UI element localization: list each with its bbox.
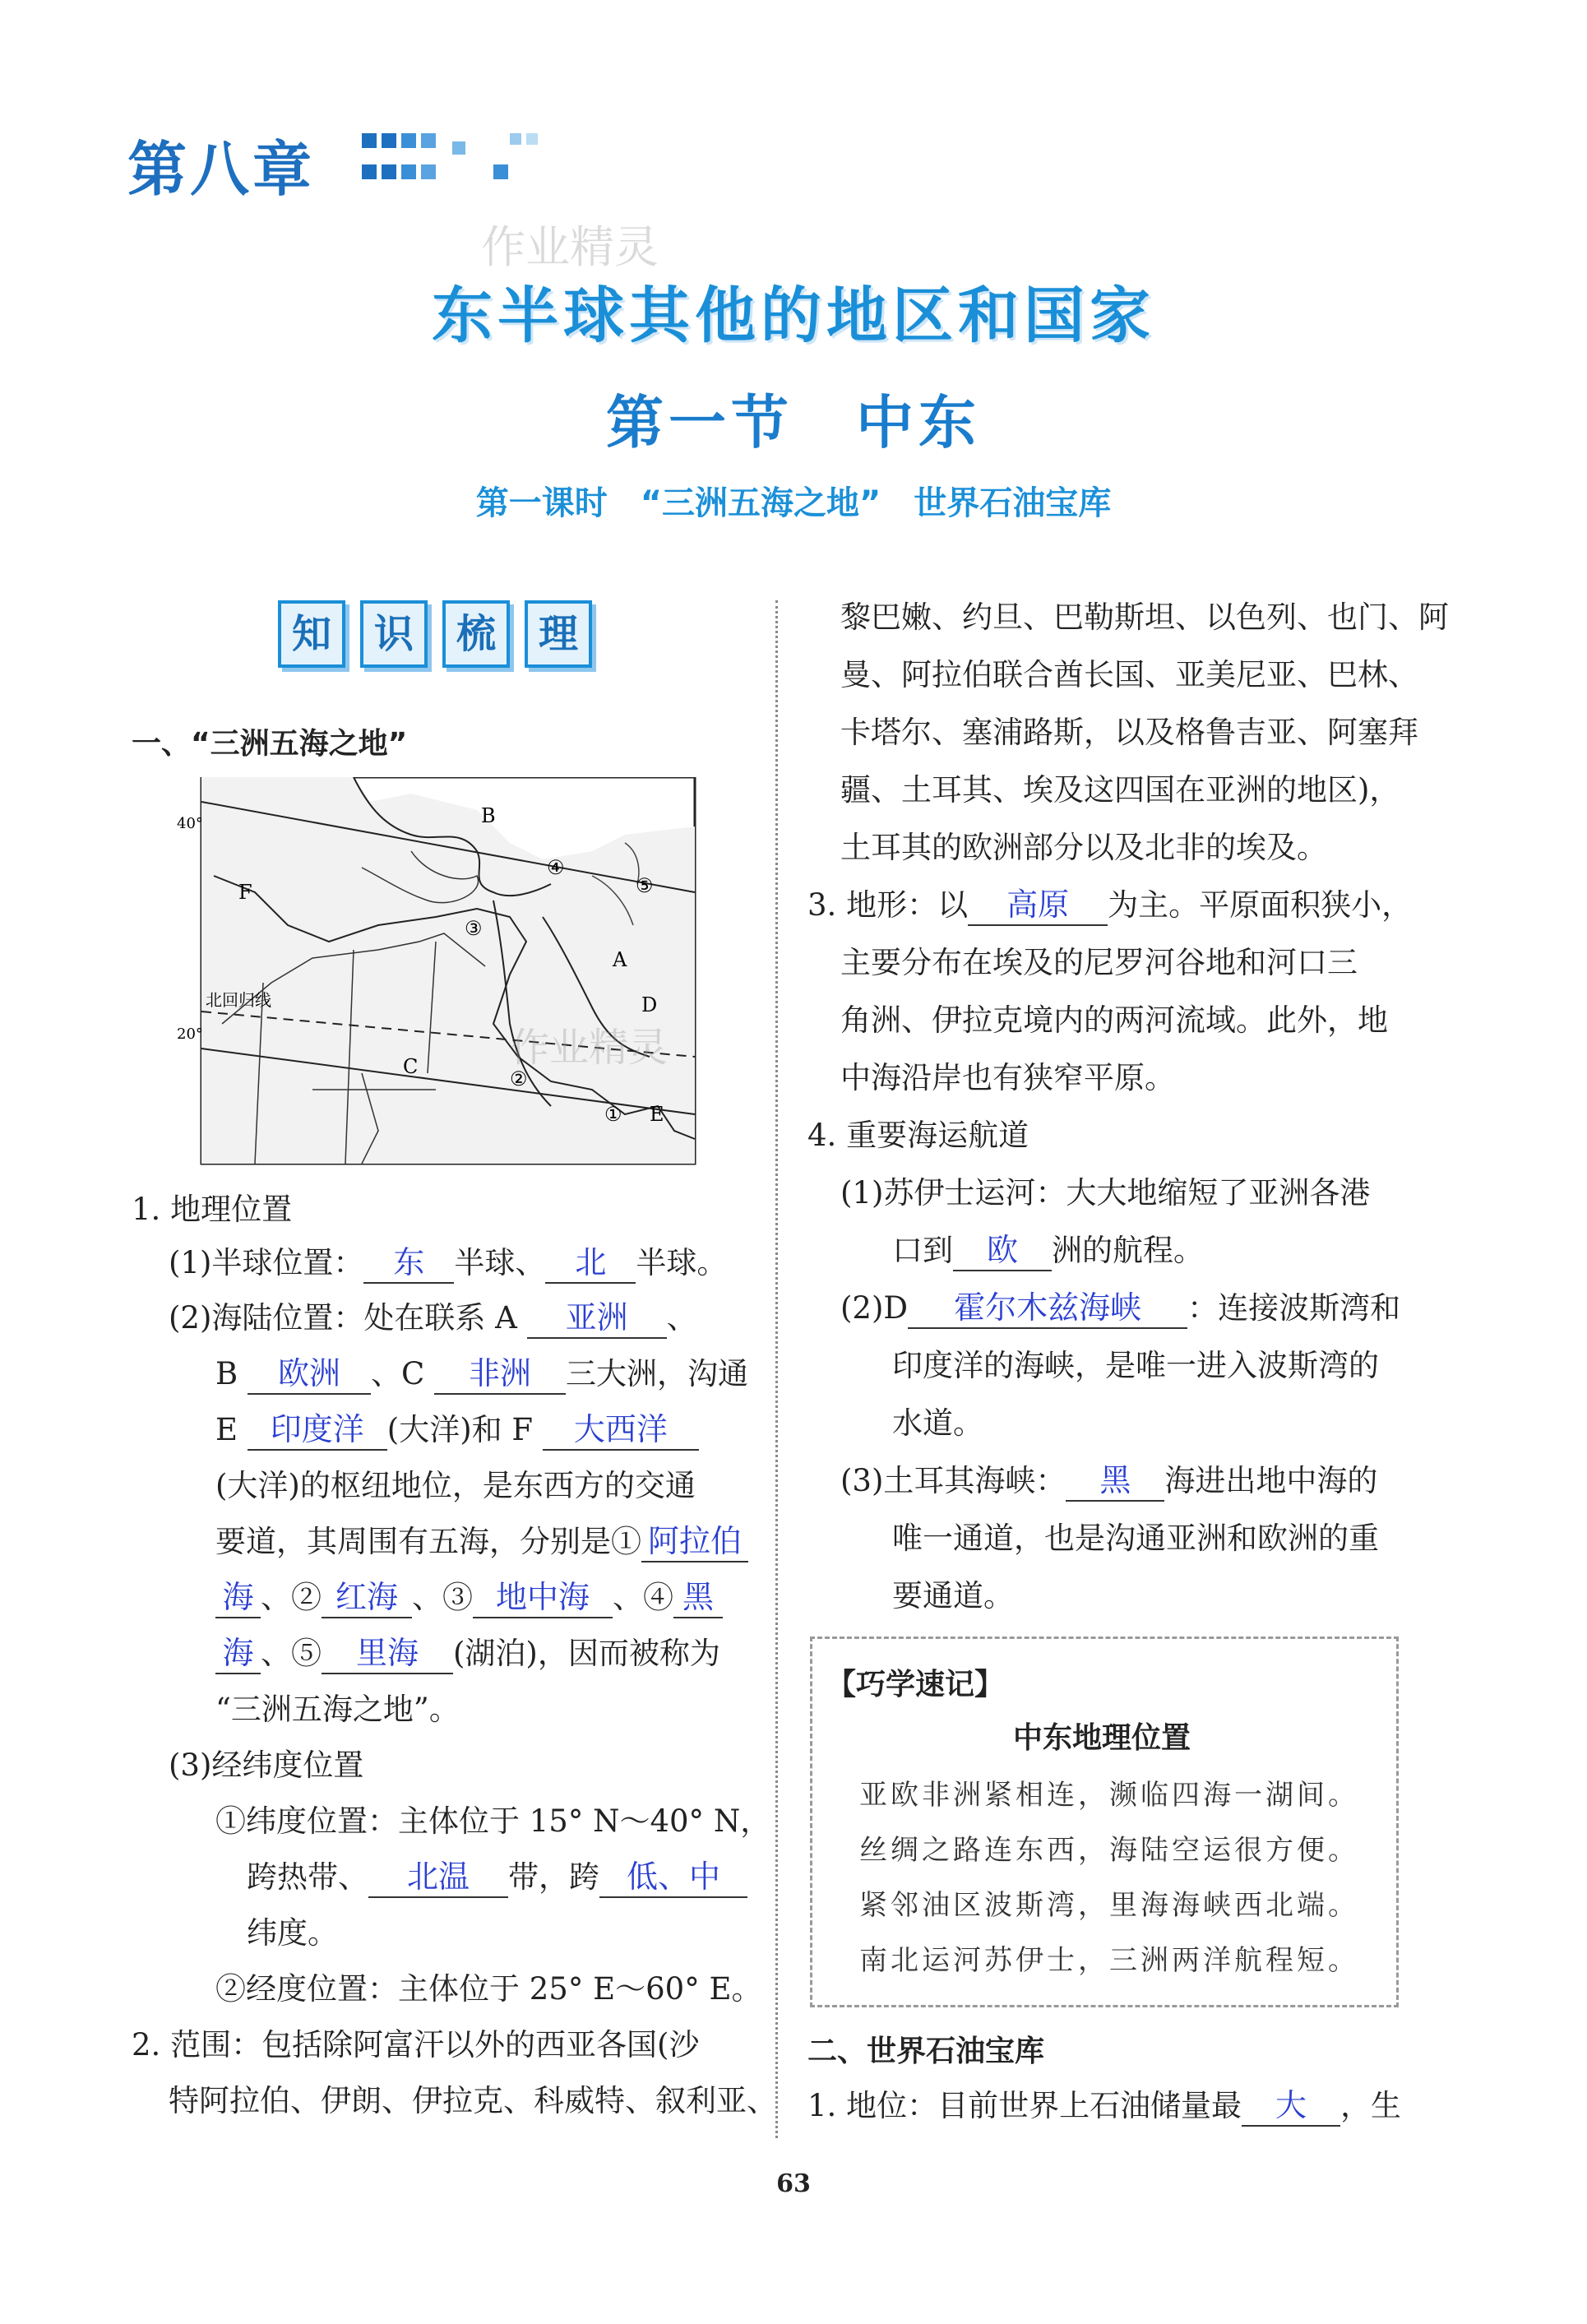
text: 洲的航程。 bbox=[1052, 1233, 1204, 1268]
text: (大洋)和 F bbox=[386, 1412, 534, 1447]
memo-line-1: 亚欧非洲紧相连，濒临四海一湖间。 bbox=[859, 1779, 1359, 1812]
answer-caspian: 里海 bbox=[322, 1633, 453, 1674]
answer-largest: 大 bbox=[1242, 2086, 1340, 2127]
sea-land-line-6 bbox=[215, 1572, 723, 1618]
scope-line-2: 特阿拉伯、伊朗、伊拉克、科威特、叙利亚、 bbox=[169, 2083, 777, 2118]
answer-atlantic: 大西洋 bbox=[543, 1410, 699, 1451]
knowledge-char-3: 梳 bbox=[442, 600, 510, 668]
memo-line-2: 丝绸之路连东西，海陆空运很方便。 bbox=[859, 1834, 1359, 1867]
text: 、④ bbox=[613, 1580, 673, 1615]
oil-status-line bbox=[807, 2081, 1401, 2127]
text: ，生 bbox=[1340, 2088, 1402, 2123]
answer-black-sea-3: 黑 bbox=[1066, 1461, 1164, 1502]
memo-line-4: 南北运河苏伊士，三洲两洋航程短。 bbox=[859, 1944, 1359, 1977]
answer-north: 北 bbox=[545, 1243, 636, 1284]
sea-land-line-7 bbox=[215, 1628, 720, 1674]
terrain-line-1 bbox=[807, 880, 1412, 926]
text: (湖泊)，因而被称为 bbox=[453, 1636, 720, 1671]
scope-cont-3: 卡塔尔、塞浦路斯，以及格鲁吉亚、阿塞拜 bbox=[840, 715, 1418, 750]
sea-land-line-1 bbox=[169, 1293, 697, 1339]
suez-line-1: (1)苏伊士运河：大大地缩短了亚洲各港 bbox=[840, 1175, 1371, 1211]
knowledge-char-4: 理 bbox=[525, 600, 592, 668]
text: (3)土耳其海峡： bbox=[840, 1463, 1066, 1498]
text: 、② bbox=[261, 1580, 322, 1615]
scope-line-1: 2. 范围：包括除阿富汗以外的西亚各国(沙 bbox=[132, 2027, 700, 2062]
map-watermark: 作业精灵 bbox=[510, 1025, 669, 1071]
terrain-line-4: 中海沿岸也有狭窄平原。 bbox=[840, 1060, 1175, 1095]
map-tropic-label: 北回归线 bbox=[206, 990, 271, 1010]
text: 、③ bbox=[412, 1580, 473, 1615]
map-label-d: D bbox=[641, 993, 658, 1016]
text: 半球。 bbox=[636, 1245, 728, 1280]
map-lat-20: 20° bbox=[177, 1025, 203, 1043]
lat-lon-title: (3)经纬度位置 bbox=[169, 1748, 364, 1783]
answer-hormuz: 霍尔木兹海峡 bbox=[908, 1288, 1187, 1329]
sea-land-line-2 bbox=[215, 1349, 748, 1395]
answer-asia: 亚洲 bbox=[527, 1298, 667, 1339]
answer-plateau: 高原 bbox=[968, 885, 1108, 926]
shipping-title: 4. 重要海运航道 bbox=[807, 1118, 1029, 1153]
page-number: 63 bbox=[776, 2169, 811, 2198]
text: (2)D bbox=[840, 1290, 909, 1326]
map-label-4: ④ bbox=[547, 856, 565, 879]
text: E bbox=[215, 1412, 238, 1447]
text: ：连接波斯湾和 bbox=[1187, 1290, 1401, 1326]
chapter-decoration bbox=[362, 133, 567, 191]
knowledge-char-1: 知 bbox=[278, 600, 345, 668]
scope-cont-1: 黎巴嫩、约旦、巴勒斯坦、以色列、也门、阿 bbox=[840, 600, 1449, 635]
answer-black-sea-1: 黑 bbox=[673, 1577, 723, 1618]
map-label-c: C bbox=[403, 1055, 419, 1078]
turkish-strait-line-2: 唯一通道，也是沟通亚洲和欧洲的重 bbox=[892, 1521, 1379, 1556]
heading-oil-treasury: 二、世界石油宝库 bbox=[807, 2035, 1045, 2068]
sea-land-line-8: “三洲五海之地”。 bbox=[215, 1692, 460, 1727]
turkish-strait-line-1 bbox=[840, 1456, 1377, 1502]
hormuz-line-3: 水道。 bbox=[892, 1405, 983, 1441]
answer-indian-ocean: 印度洋 bbox=[248, 1410, 387, 1451]
text: 半球、 bbox=[454, 1245, 546, 1280]
text: 跨热带、 bbox=[247, 1859, 368, 1895]
text: 要道，其周围有五海，分别是① bbox=[215, 1524, 641, 1559]
chapter-label: 第八章 bbox=[127, 135, 316, 204]
text: 口到 bbox=[892, 1233, 953, 1268]
map-label-1: ① bbox=[604, 1103, 622, 1126]
hormuz-line-1 bbox=[840, 1283, 1400, 1329]
answer-low-mid: 低、中 bbox=[599, 1857, 747, 1898]
answer-mediterranean: 地中海 bbox=[473, 1577, 613, 1618]
text: 、 bbox=[666, 1300, 697, 1336]
text: 为主。平原面积狭小， bbox=[1108, 887, 1413, 923]
answer-north-temperate: 北温 bbox=[368, 1857, 508, 1898]
answer-arabian-sea-2: 海 bbox=[215, 1577, 261, 1618]
section-title: 第一节 中东 bbox=[606, 388, 981, 456]
main-title: 东半球其他的地区和国家 bbox=[432, 280, 1155, 351]
column-divider bbox=[775, 600, 778, 2138]
map-lat-40: 40° bbox=[177, 815, 203, 832]
answer-red-sea: 红海 bbox=[322, 1577, 412, 1618]
answer-black-sea-2: 海 bbox=[215, 1633, 261, 1674]
watermark: 作业精灵 bbox=[481, 221, 659, 273]
memo-line-3: 紧邻油区波斯湾，里海海峡西北端。 bbox=[859, 1889, 1359, 1922]
map-label-f: F bbox=[238, 881, 252, 904]
answer-east: 东 bbox=[363, 1243, 454, 1284]
sea-land-line-3 bbox=[215, 1405, 699, 1451]
text: 三大洲，沟通 bbox=[566, 1356, 749, 1391]
latitude-line-3: 纬度。 bbox=[247, 1915, 338, 1951]
answer-africa: 非洲 bbox=[434, 1354, 566, 1395]
longitude-line: ②经度位置：主体位于 25° E～60° E。 bbox=[215, 1971, 762, 2007]
turkish-strait-line-3: 要通道。 bbox=[892, 1578, 1014, 1613]
text: 3. 地形：以 bbox=[807, 887, 969, 923]
heading-three-continents: 一、“三洲五海之地” bbox=[132, 727, 408, 761]
terrain-line-3: 角洲、伊拉克境内的两河流域。此外，地 bbox=[840, 1002, 1388, 1038]
terrain-line-2: 主要分布在埃及的尼罗河谷地和河口三 bbox=[840, 945, 1358, 980]
scope-cont-4: 疆、土耳其、埃及这四国在亚洲的地区)， bbox=[840, 772, 1400, 808]
map-label-b: B bbox=[481, 804, 496, 827]
s1-title: 1. 地理位置 bbox=[132, 1192, 293, 1227]
map-label-2: ② bbox=[510, 1067, 528, 1090]
text: (2)海陆位置：处在联系 A bbox=[169, 1300, 517, 1336]
answer-arabian-sea-1: 阿拉伯 bbox=[641, 1521, 748, 1562]
latitude-line-1: ①纬度位置：主体位于 15° N～40° N， bbox=[215, 1803, 771, 1839]
map-label-3: ③ bbox=[465, 917, 483, 940]
hemisphere-line bbox=[169, 1238, 727, 1284]
map-label-a: A bbox=[613, 948, 627, 971]
scope-cont-5: 土耳其的欧洲部分以及北非的埃及。 bbox=[840, 830, 1327, 865]
knowledge-char-2: 识 bbox=[360, 600, 428, 668]
scope-cont-2: 曼、阿拉伯联合酋长国、亚美尼亚、巴林、 bbox=[840, 657, 1418, 692]
text: 、⑤ bbox=[261, 1636, 322, 1671]
text: 、C bbox=[370, 1356, 425, 1391]
sea-land-line-4: (大洋)的枢纽地位，是东西方的交通 bbox=[215, 1468, 696, 1503]
memo-title: 中东地理位置 bbox=[1012, 1721, 1191, 1755]
text: (1)半球位置： bbox=[169, 1245, 364, 1280]
text: 海进出地中海的 bbox=[1164, 1463, 1378, 1498]
text: 1. 地位：目前世界上石油储量最 bbox=[807, 2088, 1242, 2123]
latitude-line-2 bbox=[247, 1852, 747, 1898]
answer-europe: 欧洲 bbox=[248, 1354, 371, 1395]
text: 带，跨 bbox=[508, 1859, 599, 1895]
middle-east-map bbox=[164, 777, 699, 1168]
text: B bbox=[215, 1356, 238, 1391]
answer-europe-2: 欧 bbox=[953, 1230, 1052, 1271]
suez-line-2 bbox=[892, 1225, 1204, 1271]
memo-tag: 【巧学速记】 bbox=[826, 1668, 1005, 1701]
map-label-5: ⑤ bbox=[636, 874, 654, 897]
lesson-title: 第一课时 “三洲五海之地” 世界石油宝库 bbox=[475, 484, 1112, 522]
sea-land-line-5 bbox=[215, 1516, 748, 1562]
hormuz-line-2: 印度洋的海峡，是唯一进入波斯湾的 bbox=[892, 1348, 1379, 1383]
map-label-e: E bbox=[650, 1103, 664, 1126]
